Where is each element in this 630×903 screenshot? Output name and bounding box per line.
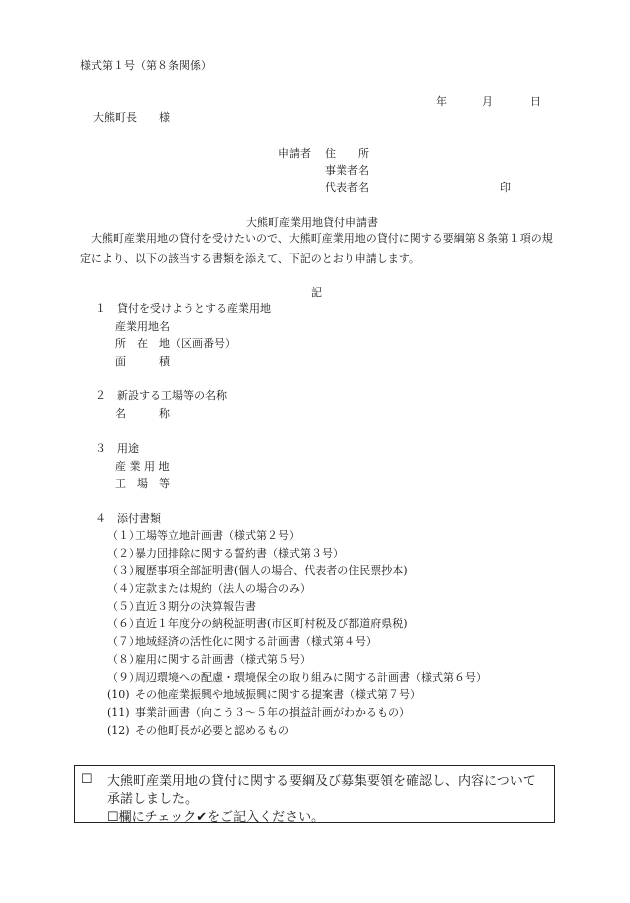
- list-item: （８）雇用に関する計画書（様式第５号）: [107, 652, 311, 666]
- consent-checkbox[interactable]: ☐: [81, 772, 93, 787]
- ki-heading: 記: [311, 286, 322, 299]
- date-month: 月: [482, 95, 493, 108]
- date-year: 年: [436, 95, 447, 108]
- document-title: 大熊町産業用地貸付申請書: [246, 216, 378, 229]
- section-3: [95, 440, 170, 493]
- section-title: ２ 新設する工場等の名称: [95, 389, 227, 402]
- attachment-list: [107, 527, 487, 739]
- applicant-representative-label: 代表者名: [325, 181, 369, 194]
- list-item: (10) その他産業振興や地域振興に関する提案書（様式第７号）: [107, 688, 421, 702]
- section-2: [95, 387, 227, 422]
- section-item: 所 在 地（区画番号）: [115, 337, 236, 350]
- list-item: (11) 事業計画書（向こう３～５年の損益計画がわかるもの）: [107, 705, 410, 719]
- seal-mark: 印: [500, 181, 511, 194]
- list-item: （９）周辺環境への配慮・環境保全の取り組みに関する計画書（様式第６号）: [107, 670, 487, 684]
- list-item: (12) その他町長が必要と認めるもの: [107, 723, 289, 737]
- section-4: [95, 510, 161, 528]
- section-1: [95, 300, 271, 370]
- consent-text-line-1: 大熊町産業用地の貸付に関する要綱及び募集要領を確認し、内容について: [107, 774, 536, 789]
- applicant-address-label: 住 所: [325, 147, 369, 160]
- section-item: 工 場 等: [115, 477, 170, 490]
- form-number: 様式第１号（第８条関係）: [80, 59, 212, 72]
- addressee: 大熊町長 様: [93, 111, 170, 124]
- section-item: 名 称: [115, 406, 170, 420]
- consent-instruction: ☐欄にチェック✔をご記入ください。: [107, 810, 325, 825]
- consent-notice-box: [74, 765, 555, 823]
- applicant-label: 申請者: [278, 147, 311, 160]
- list-item: （７）地域経済の活性化に関する計画書（様式第４号）: [107, 635, 377, 649]
- section-item: 面 積: [115, 354, 170, 368]
- section-title: ３ 用途: [95, 442, 139, 455]
- section-title: ４ 添付書類: [95, 512, 161, 525]
- applicant-business-name-label: 事業者名: [325, 164, 369, 177]
- list-item: （６）直近１年度分の納税証明書(市区町村税及び都道府県税): [107, 617, 408, 631]
- list-item: （２）暴力団排除に関する誓約書（様式第３号）: [107, 546, 344, 560]
- list-item: （４）定款または規約（法人の場合のみ）: [107, 582, 311, 596]
- date-day: 日: [530, 95, 541, 108]
- section-item: 産 業 用 地: [115, 459, 170, 473]
- section-item: 産業用地名: [115, 319, 170, 333]
- list-item: （３）履歴事項全部証明書(個人の場合、代表者の住民票抄本): [107, 564, 408, 578]
- section-title: １ 貸付を受けようとする産業用地: [95, 302, 271, 315]
- list-item: （１）工場等立地計画書（様式第２号）: [107, 529, 300, 542]
- list-item: （５）直近３期分の決算報告書: [107, 599, 256, 613]
- body-paragraph: 大熊町産業用地の貸付を受けたいので、大熊町産業用地の貸付に関する要綱第８条第１項の規定により、以下の該当する書類を添えて、下記のとおり申請します。: [80, 232, 553, 265]
- consent-text-line-2: 承諾しました。: [107, 792, 199, 807]
